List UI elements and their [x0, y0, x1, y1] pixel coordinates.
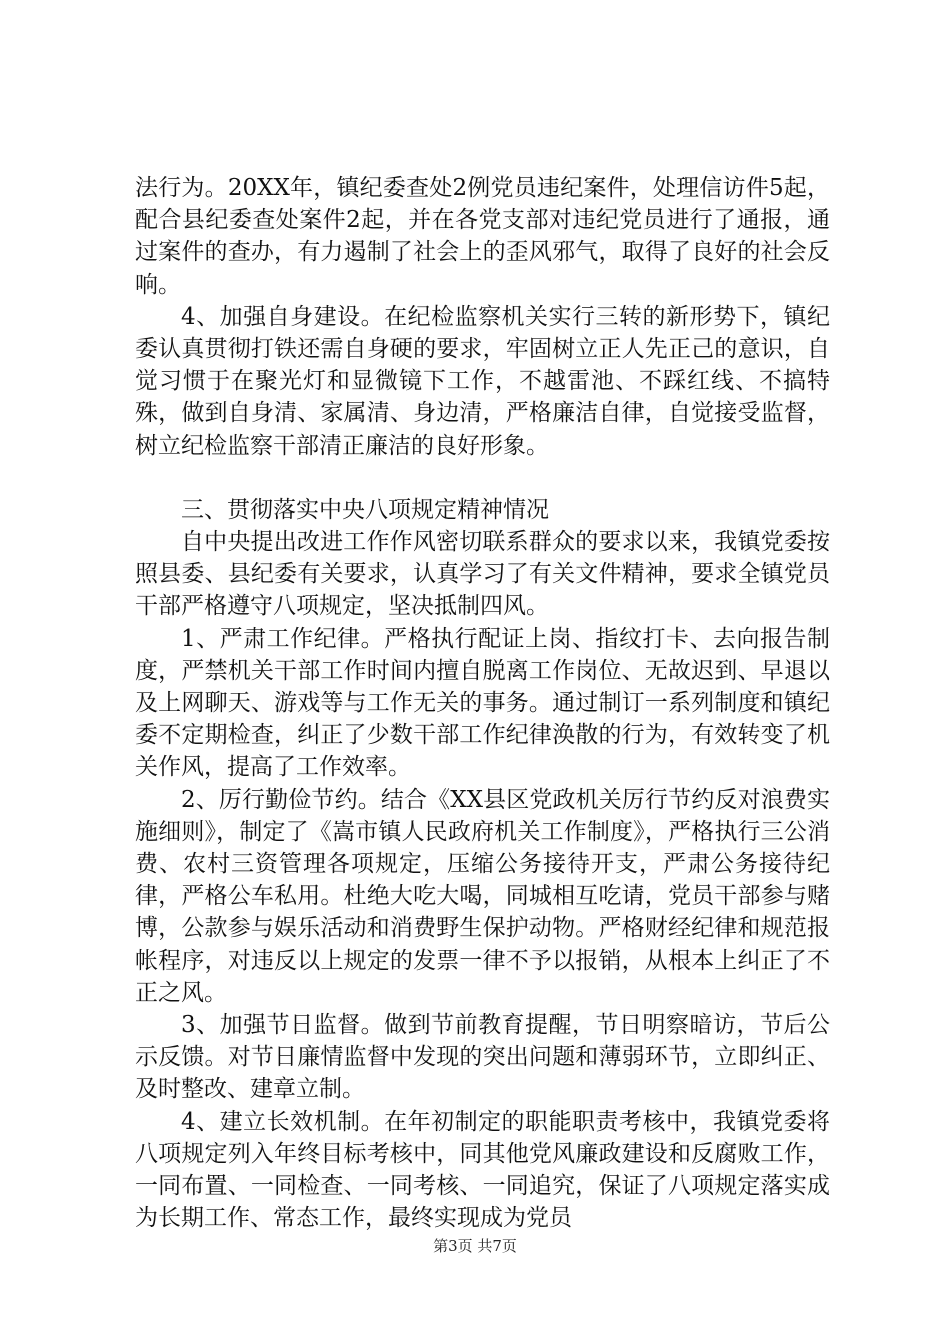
paragraph-frugality: 2、厉行勤俭节约。结合《XX县区党政机关厉行节约反对浪费实施细则》，制定了《嵩市镇人民政府机关工作制度》，严格执行三公消费、农村三资管理各项规定，压缩公务接待开支，严肃公务接待纪律，严格公车私用。杜绝大吃大喝，同城相互吃请，党员干部参与赌博，公款参与娱乐活动和消费野生保护动物。严格财经纪律和规范报帐程序，对违反以上规定的发票一律不予以报销，从根本上纠正了不正之风。: [135, 786, 830, 1006]
section-heading-eight-rules: 三、贯彻落实中央八项规定精神情况: [181, 496, 549, 523]
paragraph-eight-rules-intro: 自中央提出改进工作作风密切联系群众的要求以来，我镇党委按照县委、县纪委有关要求，认真学习了有关文件精神，要求全镇党员干部严格遵守八项规定，坚决抵制四风。: [135, 529, 830, 620]
paragraph-case-handling: 法行为。20XX年，镇纪委查处2例党员违纪案件，处理信访件5起，配合县纪委查处案件2起，并在各党支部对违纪党员进行了通报，通过案件的查办，有力遏制了社会上的歪风邪气，取得了良好的社会反响。: [135, 175, 830, 298]
page-number-footer: 第3页 共7页: [433, 1237, 517, 1255]
paragraph-work-discipline: 1、严肃工作纪律。严格执行配证上岗、指纹打卡、去向报告制度，严禁机关干部工作时间内擅自脱离工作岗位、无故迟到、早退以及上网聊天、游戏等与工作无关的事务。通过制订一系列制度和镇纪委不定期检查，纠正了少数干部工作纪律涣散的行为，有效转变了机关作风，提高了工作效率。: [135, 625, 830, 781]
paragraph-long-term-mechanism: 4、建立长效机制。在年初制定的职能职责考核中，我镇党委将八项规定列入年终目标考核中，同其他党风廉政建设和反腐败工作，一同布置、一同检查、一同考核、一同追究，保证了八项规定落实成为长期工作、常态工作，最终实现成为党员: [135, 1108, 830, 1232]
paragraph-holiday-supervision: 3、加强节日监督。做到节前教育提醒，节日明察暗访，节后公示反馈。对节日廉情监督中发现的突出问题和薄弱环节，立即纠正、及时整改、建章立制。: [135, 1012, 830, 1103]
document-body: [135, 172, 830, 1235]
paragraph-self-construction: 4、加强自身建设。在纪检监察机关实行三转的新形势下，镇纪委认真贯彻打铁还需自身硬的要求，牢固树立正人先正己的意识，自觉习惯于在聚光灯和显微镜下工作，不越雷池、不踩红线、不搞特殊，做到自身清、家属清、身边清，严格廉洁自律，自觉接受监督，树立纪检监察干部清正廉洁的良好形象。: [135, 303, 830, 459]
